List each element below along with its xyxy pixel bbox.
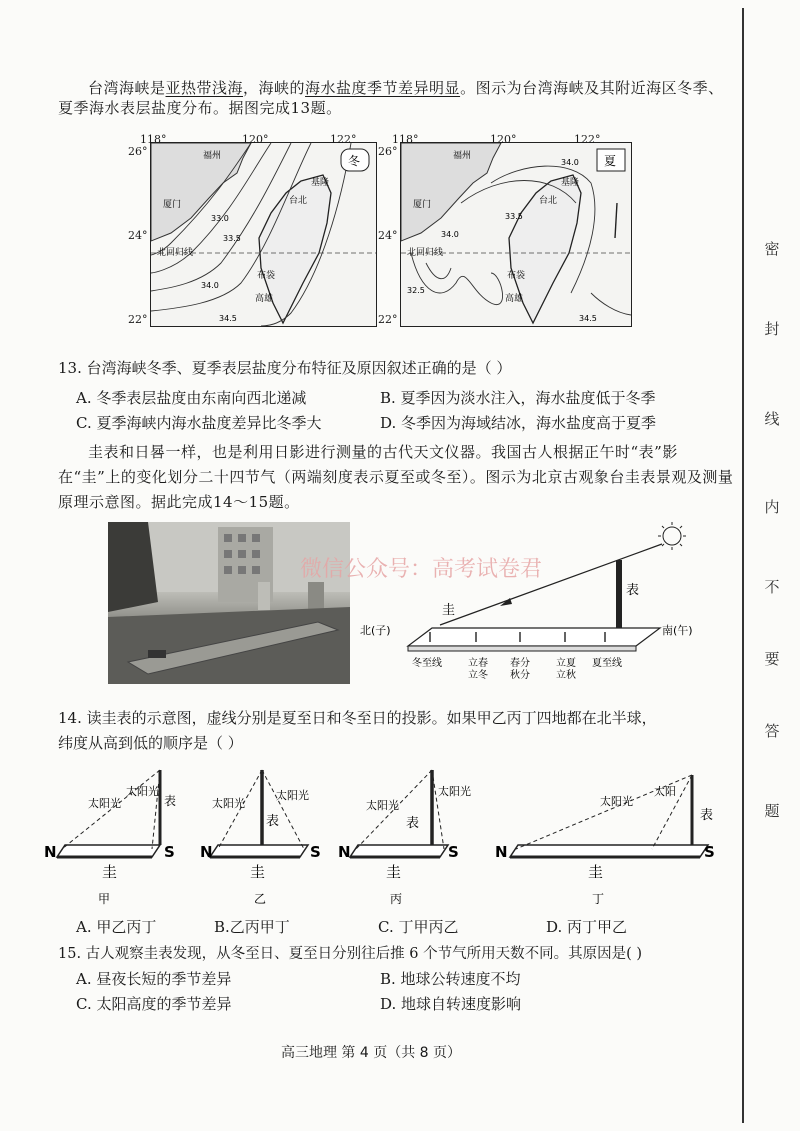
north-marker: N [44, 843, 57, 861]
xiamen-label: 厦门 [163, 200, 182, 210]
figure-jia [44, 770, 176, 906]
lat-label: 26° [128, 145, 148, 158]
lon-label: 122° [330, 133, 357, 146]
q13-option-b[interactable]: B. 夏季因为淡水注入，海水盐度低于冬季 [380, 389, 656, 407]
sunlight-label: 太阳 [654, 785, 676, 798]
binding-char: 不 [764, 578, 780, 596]
isoline-label: 34.0 [561, 158, 579, 167]
q15-option-d[interactable]: D. 地球自转速度影响 [380, 995, 522, 1013]
q15-option-c[interactable]: C. 太阳高度的季节差异 [76, 995, 232, 1013]
north-marker: N [200, 843, 213, 861]
binding-char: 答 [764, 722, 780, 740]
isoline-label: 32.5 [407, 286, 425, 295]
lon-label: 118° [392, 133, 419, 146]
summer-map-graphic [401, 143, 631, 326]
sunlight-label: 太阳光 [126, 785, 159, 798]
budai-label: 布袋 [507, 271, 526, 281]
sunlight-label: 太阳光 [212, 797, 245, 810]
budai-label: 布袋 [257, 271, 276, 281]
summer-salinity-map [400, 142, 632, 327]
q14-option-d[interactable]: D. 丙丁甲乙 [546, 918, 628, 936]
lat-label: 24° [378, 229, 398, 242]
isoline-label: 33.0 [211, 214, 229, 223]
gui-label: 圭 [588, 863, 604, 881]
tropic-label: 北回归线 [157, 248, 194, 258]
isoline-label: 33.5 [505, 212, 523, 221]
summer-season-badge: 夏 [604, 154, 617, 168]
figure-label-ding: 丁 [592, 892, 605, 906]
watermark: 微信公众号：高考试卷君 [300, 557, 543, 582]
gui-label: 圭 [102, 863, 118, 881]
isoline-label: 33.5 [223, 234, 241, 243]
south-marker: S [164, 843, 175, 861]
q15-option-a[interactable]: A. 昼夜长短的季节差异 [76, 970, 232, 988]
winter-map-graphic [151, 143, 376, 326]
fuzhou-label: 福州 [453, 151, 472, 161]
fuzhou-label: 福州 [203, 151, 222, 161]
sunlight-label: 太阳光 [438, 785, 471, 798]
guibiao-photo [108, 522, 350, 684]
winter-salinity-map [150, 142, 377, 327]
tick-lixia: 立夏立秋 [556, 658, 576, 681]
q14-option-a[interactable]: A. 甲乙丙丁 [76, 918, 157, 936]
binding-char: 题 [764, 802, 780, 820]
sunlight-label: 太阳光 [366, 799, 399, 812]
binding-char: 线 [764, 410, 780, 428]
q14-option-c[interactable]: C. 丁甲丙乙 [378, 918, 459, 936]
biao-label: 表 [700, 808, 714, 823]
q15-option-b[interactable]: B. 地球公转速度不均 [380, 970, 521, 988]
q14-figures [40, 765, 730, 915]
intro-text: 台湾海峡是 [88, 79, 166, 97]
tick-summer-solstice: 夏至线 [592, 658, 622, 669]
figure-label-yi: 乙 [254, 892, 267, 906]
isoline-label: 34.5 [579, 314, 597, 323]
biao-label: 表 [266, 814, 280, 829]
binding-char: 密 [764, 240, 780, 258]
q13-option-c[interactable]: C. 夏季海峡内海水盐度差异比冬季大 [76, 414, 322, 432]
taipei-label: 台北 [289, 196, 308, 206]
sunlight-label: 太阳光 [88, 797, 121, 810]
figure-label-bing: 丙 [390, 892, 403, 906]
gui-label: 圭 [442, 603, 456, 618]
tick-winter-solstice: 冬至线 [412, 658, 442, 669]
question-14-stem-2: 纬度从高到低的顺序是（ ） [58, 734, 243, 752]
binding-char: 封 [764, 320, 780, 338]
tick-chunfen: 春分秋分 [510, 658, 530, 681]
gui-label: 圭 [386, 863, 402, 881]
question-14-stem: 14. 读圭表的示意图，虚线分别是夏至日和冬至日的投影。如果甲乙丙丁四地都在北半球， [58, 709, 657, 727]
lat-label: 22° [128, 313, 148, 326]
underlined-text: 海水盐度季节差异明显 [305, 79, 461, 97]
q13-option-a[interactable]: A. 冬季表层盐度由东南向西北递减 [76, 389, 307, 407]
north-marker: N [338, 843, 351, 861]
sunlight-label: 太阳光 [276, 789, 309, 802]
biao-label: 表 [164, 794, 177, 808]
biao-label: 表 [406, 816, 420, 831]
figure-ding [495, 775, 715, 906]
intro-paragraph-1 [58, 78, 738, 118]
question-13-stem: 13. 台湾海峡冬季、夏季表层盐度分布特征及原因叙述正确的是（ ） [58, 359, 512, 377]
figure-label-jia: 甲 [98, 892, 111, 906]
sunlight-label: 太阳光 [600, 795, 633, 808]
lon-label: 118° [140, 133, 167, 146]
lon-label: 120° [242, 133, 269, 146]
page-footer: 高三地理 第 4 页（共 8 页） [280, 1045, 462, 1061]
taipei-label: 台北 [539, 196, 558, 206]
south-marker: S [310, 843, 321, 861]
tick-lichun: 立春立冬 [468, 658, 488, 681]
figure-yi [200, 770, 321, 906]
lon-label: 122° [574, 133, 601, 146]
winter-season-badge: 冬 [348, 154, 361, 168]
binding-char: 内 [764, 498, 780, 516]
figure-bing [338, 770, 471, 906]
isoline-label: 34.0 [441, 230, 459, 239]
lat-label: 24° [128, 229, 148, 242]
guibiao-photo-graphic [108, 522, 350, 684]
isoline-label: 34.5 [219, 314, 237, 323]
isoline-label: 34.0 [201, 281, 219, 290]
biao-label: 表 [626, 583, 640, 598]
binding-char: 要 [764, 650, 780, 668]
south-marker: S [448, 843, 459, 861]
kaohsiung-label: 高雄 [255, 294, 274, 304]
intro-text: ，海峡的 [243, 79, 306, 97]
lat-label: 22° [378, 313, 398, 326]
xiamen-label: 厦门 [413, 200, 432, 210]
question-15-stem: 15. 古人观察圭表发现，从冬至日、夏至日分别往后推 6 个节气所用天数不同。其原因是( ) [58, 946, 643, 962]
keelung-label: 基隆 [311, 178, 330, 188]
keelung-label: 基隆 [561, 178, 580, 188]
guibiao-principle-diagram [360, 520, 730, 690]
south-marker: S [704, 843, 715, 861]
intro-paragraph-2: 圭表和日晷一样，也是利用日影进行测量的古代天文仪器。我国古人根据正午时“表”影在“圭”上的变化划分二十四节气（两端刻度表示夏至或冬至）。图示为北京古观象台圭表景观及测量原理示意图。据此完成14～15题。 [58, 443, 734, 511]
intro-text: 。图示为台湾海峡及其附近海区冬季、夏季海水表层盐度分布。据图完成13题。 [58, 79, 724, 117]
gui-label: 圭 [250, 863, 266, 881]
q14-option-b[interactable]: B.乙丙甲丁 [214, 918, 290, 936]
kaohsiung-label: 高雄 [505, 294, 524, 304]
lon-label: 120° [490, 133, 517, 146]
binding-line [742, 8, 744, 1123]
tropic-label: 北回归线 [407, 248, 444, 258]
north-marker: N [495, 843, 508, 861]
lat-label: 26° [378, 145, 398, 158]
underlined-text: 亚热带浅海 [165, 79, 244, 97]
south-label: 南(午) [662, 624, 693, 637]
north-label: 北(子) [360, 624, 391, 637]
q13-option-d[interactable]: D. 冬季因为海域结冰，海水盐度高于夏季 [380, 414, 657, 432]
